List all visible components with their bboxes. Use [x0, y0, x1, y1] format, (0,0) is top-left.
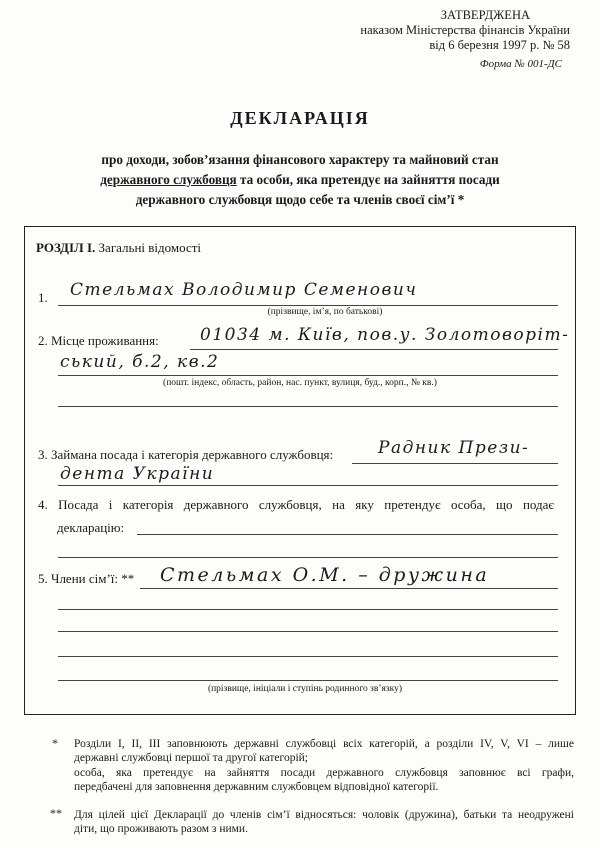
approval-block [270, 8, 570, 53]
field-5-line-2[interactable] [58, 609, 558, 610]
footnote-2-line-1: Для цілей цієї Декларації до членів сім’ї відносяться: чоловік (дружина), батьки та неодружені [74, 809, 574, 821]
field-1-value[interactable]: Стельмах Володимир Семенович [70, 280, 418, 300]
footnote-1-line-4: передбачені для заповнення державним службовцем відповідної категорії. [74, 781, 439, 793]
section-number: РОЗДІЛ І. [36, 240, 96, 255]
field-5-label: 5. Члени сім’ї: ** [38, 571, 135, 586]
field-5-caption: (прізвище, ініціали і ступінь родинного зв’язку) [207, 684, 403, 694]
footnote-2-mark: ** [50, 806, 62, 820]
footnote-1-line-1: Розділи I, II, III заповнюють державні службовці всіх категорій, а розділи IV, V, VI – лише [74, 738, 574, 750]
section-heading [36, 240, 201, 256]
field-1-caption: (прізвище, ім’я, по батькові) [267, 307, 383, 317]
field-3-line-2 [58, 485, 558, 486]
document-subtitle [20, 150, 580, 210]
approval-line-1: ЗАТВЕРДЖЕНА [440, 8, 530, 22]
field-5-line-3[interactable] [58, 631, 558, 632]
field-2-value-line-1[interactable]: 01034 м. Київ, пов.у. Золотоворіт- [200, 325, 570, 345]
field-3-label: 3. Займана посада і категорія державного службовця: [38, 447, 334, 462]
form-number: Форма № 001-ДС [479, 58, 562, 70]
document-title: ДЕКЛАРАЦІЯ [230, 108, 370, 128]
footnote-2-line-2: діти, що проживають разом з ними. [74, 823, 248, 835]
approval-line-3: від 6 березня 1997 р. № 58 [429, 38, 570, 52]
field-2-caption: (пошт. індекс, область, район, нас. пункт, вулиця, буд., корп., № кв.) [163, 378, 437, 388]
field-3-value-line-2[interactable]: дента України [60, 464, 215, 484]
field-4-line-1[interactable] [137, 534, 558, 535]
field-5-value[interactable]: Стельмах О.М. – дружина [160, 564, 490, 586]
field-2-line-2 [58, 375, 558, 376]
section-name: Загальні відомості [98, 240, 202, 255]
approval-line-2: наказом Міністерства фінансів України [360, 23, 570, 37]
field-4-line-2[interactable] [58, 557, 558, 558]
field-5-line-5[interactable] [58, 680, 558, 681]
field-2-value-line-2[interactable]: ський, б.2, кв.2 [60, 352, 220, 372]
field-1-number: 1. [38, 290, 48, 305]
field-4-label-line-2: декларацію: [57, 520, 125, 535]
subtitle-line-1: про доходи, зобов’язання фінансового характеру та майновий стан [101, 152, 499, 167]
field-5-line-1 [140, 588, 558, 589]
footnote-1-mark: * [52, 736, 58, 750]
field-3-value-line-1[interactable]: Радник Прези- [378, 438, 530, 458]
field-2-line-3 [58, 406, 558, 407]
subtitle-line-2-rest: та особи, яка претендує на зайняття посади [236, 172, 500, 187]
footnote-1-line-2: державні службовці першої та другої категорій; [74, 752, 309, 764]
field-2-label: 2. Місце проживання: [38, 333, 159, 348]
field-5-line-4[interactable] [58, 656, 558, 657]
subtitle-line-3: державного службовця щодо себе та членів своєї сім’ї * [135, 192, 465, 207]
field-1-line [58, 305, 558, 306]
field-4-label-line-1: 4. Посада і категорія державного службовця, на яку претендує особа, що подає [38, 497, 554, 512]
field-2-line-1 [190, 349, 558, 350]
footnote-1-line-3: особа, яка претендує на зайняття посади державного службовця заповнює всі графи, [74, 767, 574, 779]
field-3-line-1 [352, 463, 558, 464]
subtitle-underlined: державного службовця [100, 172, 237, 187]
subtitle-line-2 [20, 170, 580, 190]
